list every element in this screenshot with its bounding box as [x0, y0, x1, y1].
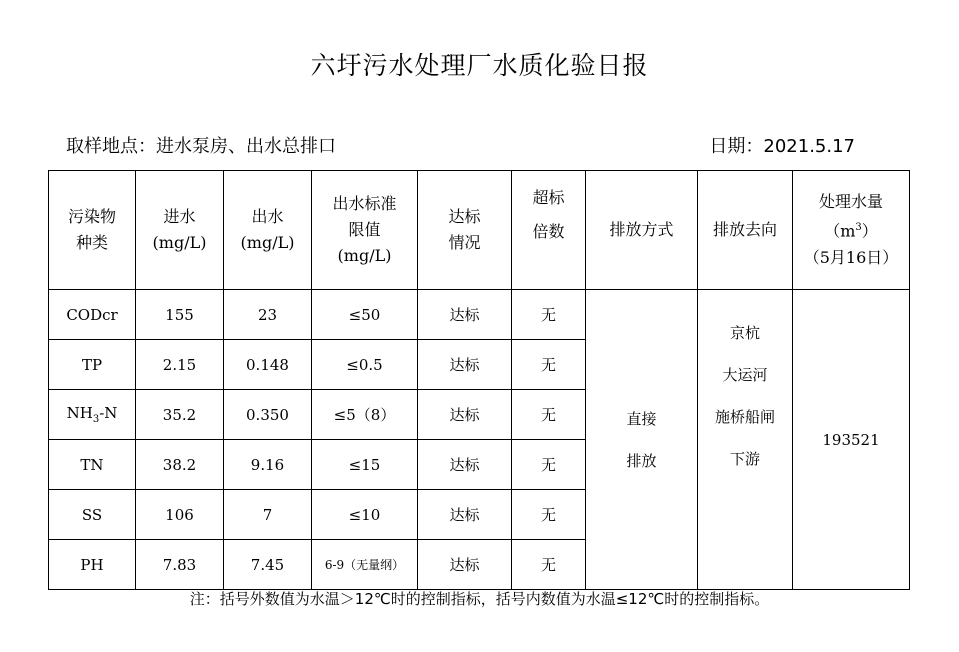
discharge-destination-cell: 京杭 大运河 施桥船闸 下游 — [698, 290, 793, 590]
limit-cell: ≤15 — [312, 440, 418, 490]
inflow-cell: 7.83 — [136, 540, 224, 590]
inflow-cell: 155 — [136, 290, 224, 340]
header-inflow: 进水 (mg/L) — [136, 171, 224, 290]
header-discharge-destination: 排放去向 — [698, 171, 793, 290]
report-date: 日期：2021.5.17 — [709, 136, 855, 157]
outflow-cell: 0.148 — [224, 340, 312, 390]
limit-cell: ≤5（8） — [312, 390, 418, 440]
exceed-cell: 无 — [512, 490, 586, 540]
limit-cell: 6-9（无量纲） — [312, 540, 418, 590]
water-quality-table — [48, 170, 910, 590]
limit-cell: ≤0.5 — [312, 340, 418, 390]
outflow-cell: 23 — [224, 290, 312, 340]
compliance-cell: 达标 — [418, 540, 512, 590]
outflow-cell: 7 — [224, 490, 312, 540]
exceed-cell: 无 — [512, 440, 586, 490]
outflow-cell: 7.45 — [224, 540, 312, 590]
exceed-cell: 无 — [512, 540, 586, 590]
discharge-method-cell: 直接 排放 — [586, 290, 698, 590]
exceed-cell: 无 — [512, 290, 586, 340]
header-limit: 出水标准 限值 (mg/L) — [312, 171, 418, 290]
compliance-cell: 达标 — [418, 440, 512, 490]
header-compliance: 达标 情况 — [418, 171, 512, 290]
table-row — [49, 290, 910, 340]
inflow-cell: 35.2 — [136, 390, 224, 440]
compliance-cell: 达标 — [418, 290, 512, 340]
limit-cell: ≤50 — [312, 290, 418, 340]
header-outflow: 出水 (mg/L) — [224, 171, 312, 290]
inflow-cell: 38.2 — [136, 440, 224, 490]
exceed-cell: 无 — [512, 340, 586, 390]
footnote: 注：括号外数值为水温＞12℃时的控制指标，括号内数值为水温≤12℃时的控制指标。 — [189, 590, 770, 608]
pollutant-cell: $NH_3-N$ — [49, 390, 136, 440]
compliance-cell: 达标 — [418, 390, 512, 440]
pollutant-cell: SS — [49, 490, 136, 540]
pollutant-cell: TP — [49, 340, 136, 390]
inflow-cell: 106 — [136, 490, 224, 540]
treated-volume-cell: 193521 — [793, 290, 910, 590]
header-discharge-method: 排放方式 — [586, 171, 698, 290]
pollutant-cell: TN — [49, 440, 136, 490]
outflow-cell: 9.16 — [224, 440, 312, 490]
pollutant-cell: PH — [49, 540, 136, 590]
compliance-cell: 达标 — [418, 340, 512, 390]
header-pollutant: 污染物 种类 — [49, 171, 136, 290]
pollutant-cell: CODcr — [49, 290, 136, 340]
report-title: 六圩污水处理厂水质化验日报 — [310, 51, 649, 80]
limit-cell: ≤10 — [312, 490, 418, 540]
exceed-cell: 无 — [512, 390, 586, 440]
outflow-cell: 0.350 — [224, 390, 312, 440]
header-volume: 处理水量 $(m^3)$ （5月16日） — [793, 171, 910, 290]
compliance-cell: 达标 — [418, 490, 512, 540]
inflow-cell: 2.15 — [136, 340, 224, 390]
header-exceed: 超标 倍数 — [512, 171, 586, 290]
sampling-location: 取样地点：进水泵房、出水总排口 — [66, 136, 336, 157]
header-row — [49, 171, 910, 290]
